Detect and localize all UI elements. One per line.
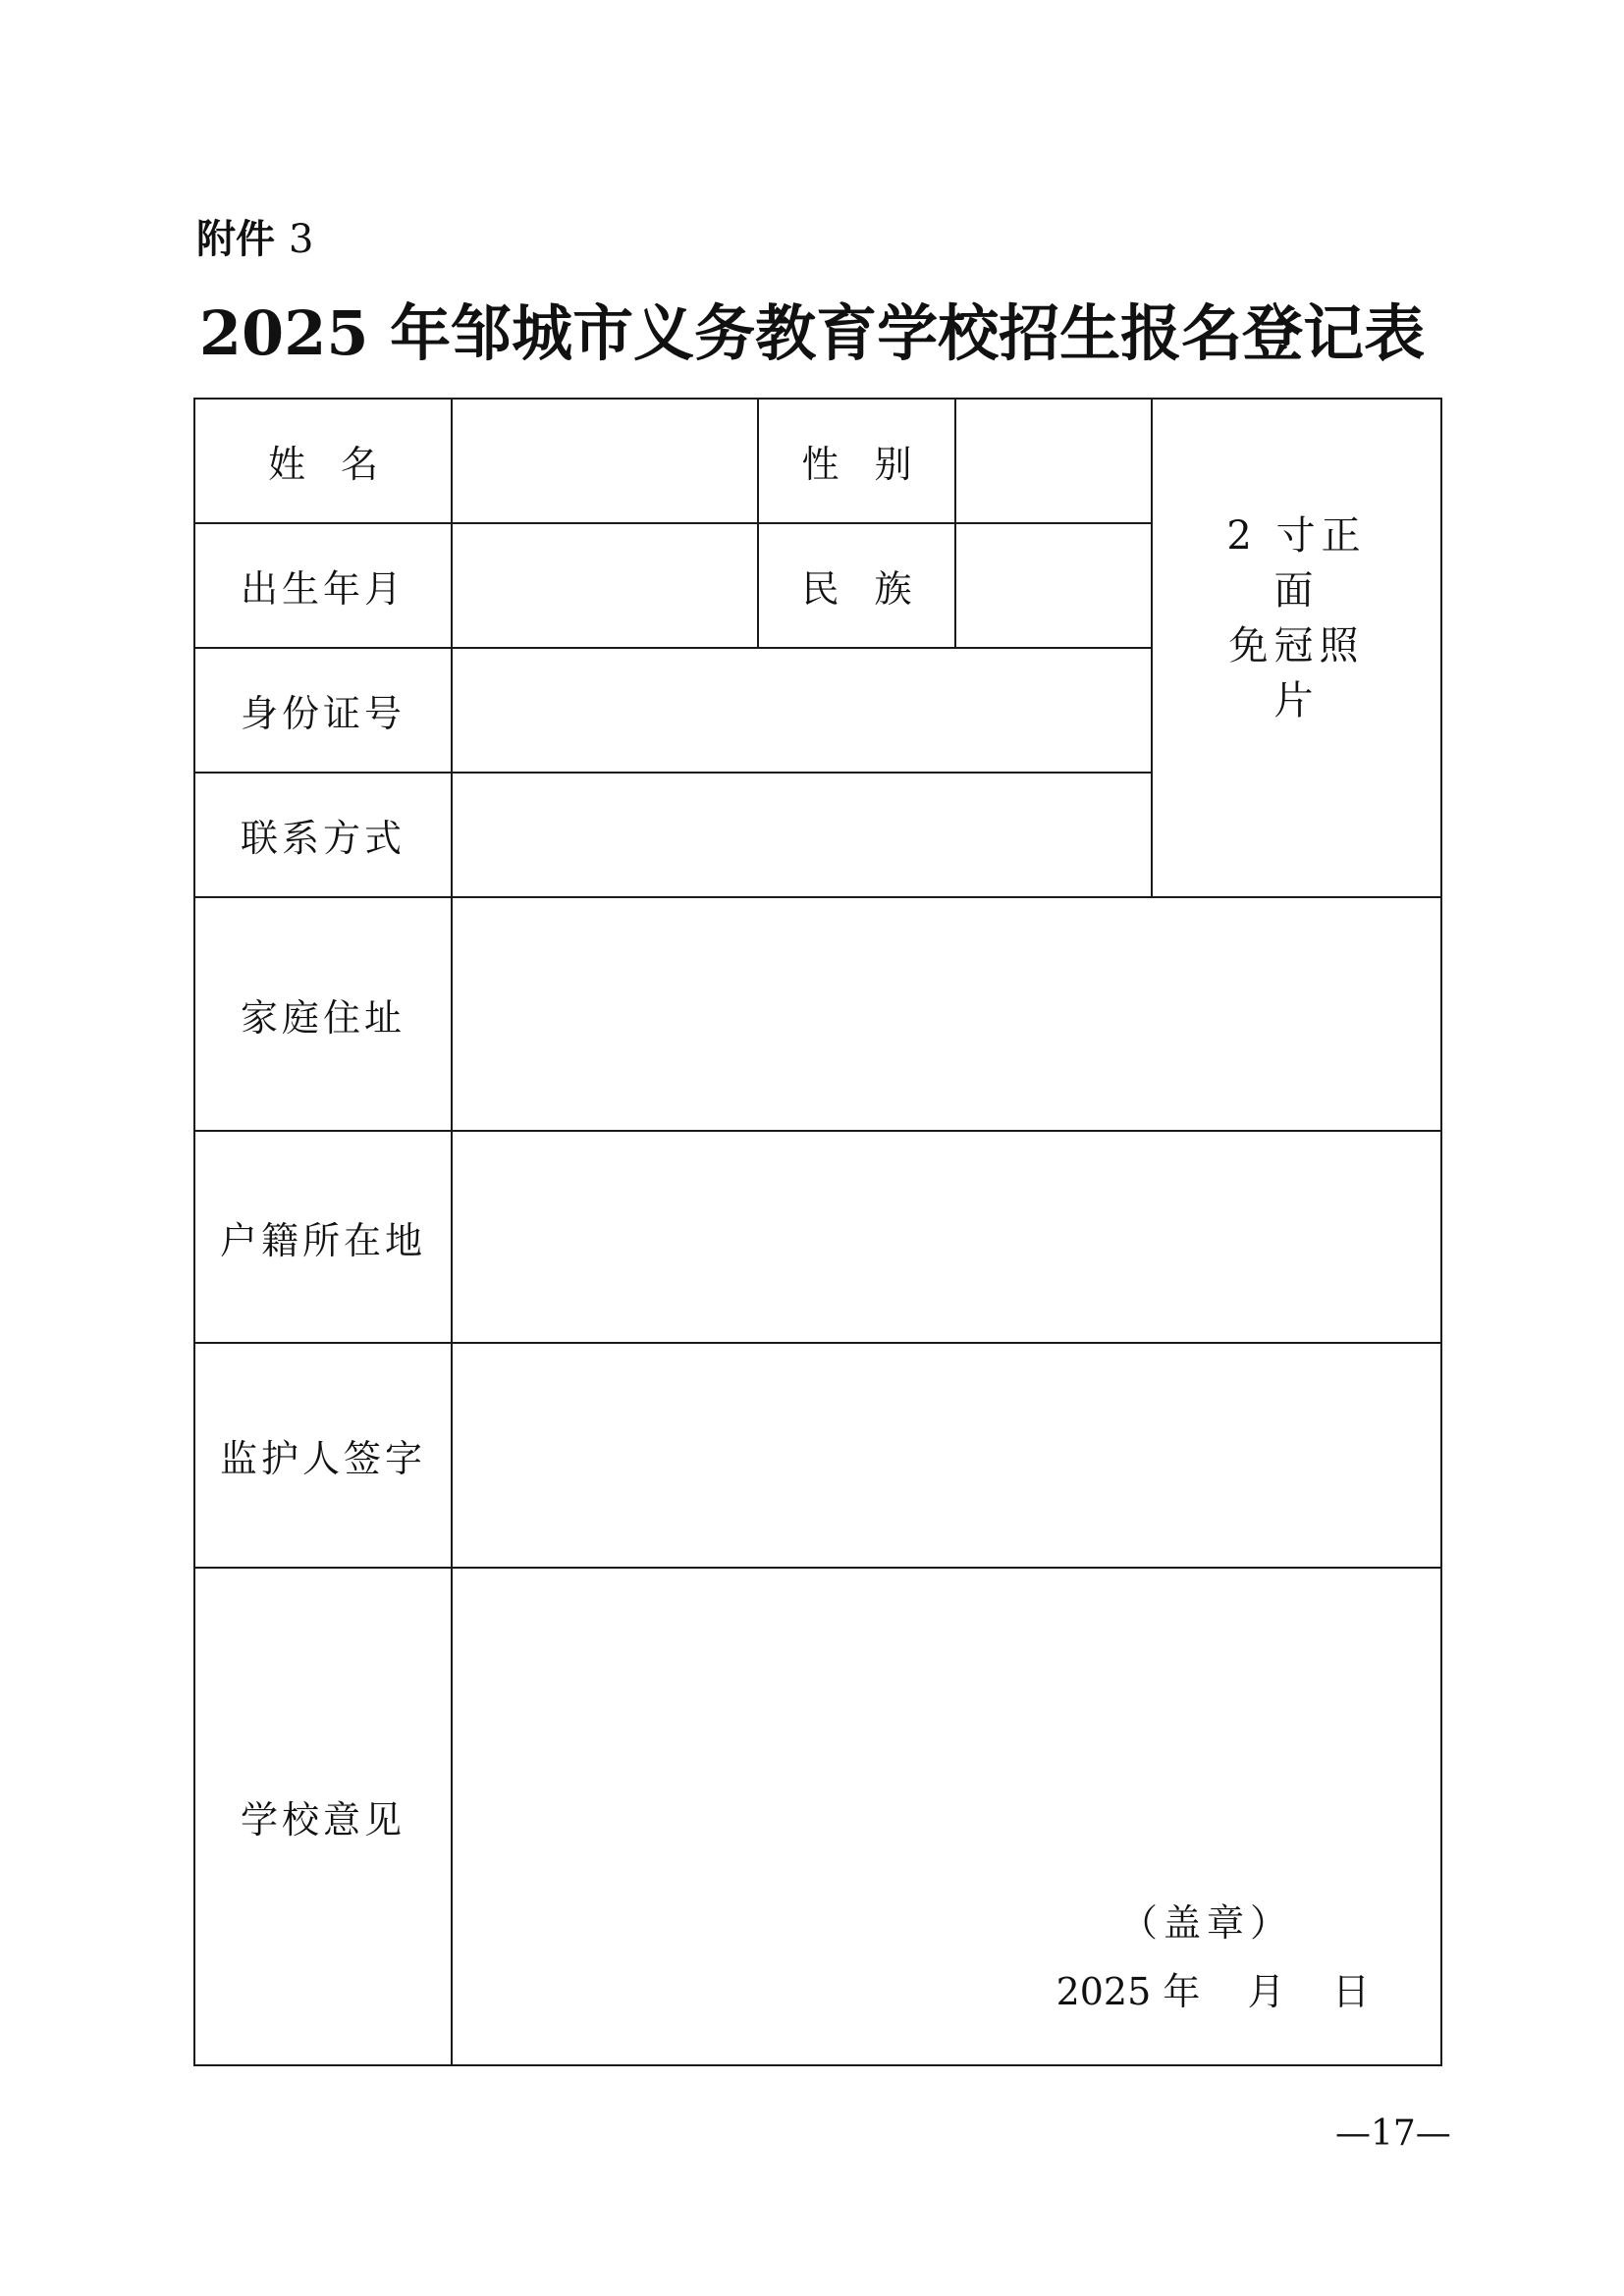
guardian-label: 监护人签字 xyxy=(194,1343,452,1568)
form-row-address xyxy=(194,897,1441,1131)
birth-label: 出生年月 xyxy=(194,523,452,648)
contact-field[interactable] xyxy=(452,773,1152,897)
form-row-name-gender xyxy=(194,399,1441,523)
seal-text: （盖章） xyxy=(1119,1901,1293,1945)
birth-field[interactable] xyxy=(452,523,758,648)
household-field[interactable] xyxy=(452,1131,1441,1343)
form-row-school-opinion xyxy=(194,1568,1441,2065)
registration-form-table xyxy=(193,398,1442,2066)
school-opinion-field[interactable] xyxy=(452,1568,1441,2065)
attachment-number: 3 xyxy=(288,217,314,262)
photo-line-2: 免冠照片 xyxy=(1228,623,1365,723)
page-number: —17— xyxy=(1335,2113,1451,2154)
form-row-guardian xyxy=(194,1343,1441,1568)
ethnicity-field[interactable] xyxy=(955,523,1152,648)
name-label: 姓名 xyxy=(194,399,452,523)
photo-line-1: 2 寸正面 xyxy=(1226,513,1367,614)
address-field[interactable] xyxy=(452,897,1441,1131)
form-row-household xyxy=(194,1131,1441,1343)
attachment-label xyxy=(196,212,313,267)
id-field[interactable] xyxy=(452,648,1152,773)
id-label: 身份证号 xyxy=(194,648,452,773)
photo-box xyxy=(1152,399,1441,897)
attachment-text: 附件 xyxy=(196,217,275,262)
page-title: 2025 年邹城市义务教育学校招生报名登记表 xyxy=(198,297,1426,369)
school-opinion-label: 学校意见 xyxy=(194,1568,452,2065)
guardian-signature-field[interactable] xyxy=(452,1343,1441,1568)
household-label: 户籍所在地 xyxy=(194,1131,452,1343)
name-field[interactable] xyxy=(452,399,758,523)
gender-label: 性别 xyxy=(758,399,955,523)
address-label: 家庭住址 xyxy=(194,897,452,1131)
ethnicity-label: 民族 xyxy=(758,523,955,648)
photo-instruction xyxy=(1209,508,1385,728)
gender-field[interactable] xyxy=(955,399,1152,523)
contact-label: 联系方式 xyxy=(194,773,452,897)
date-line: 2025 年 月 日 xyxy=(1056,1970,1370,2013)
